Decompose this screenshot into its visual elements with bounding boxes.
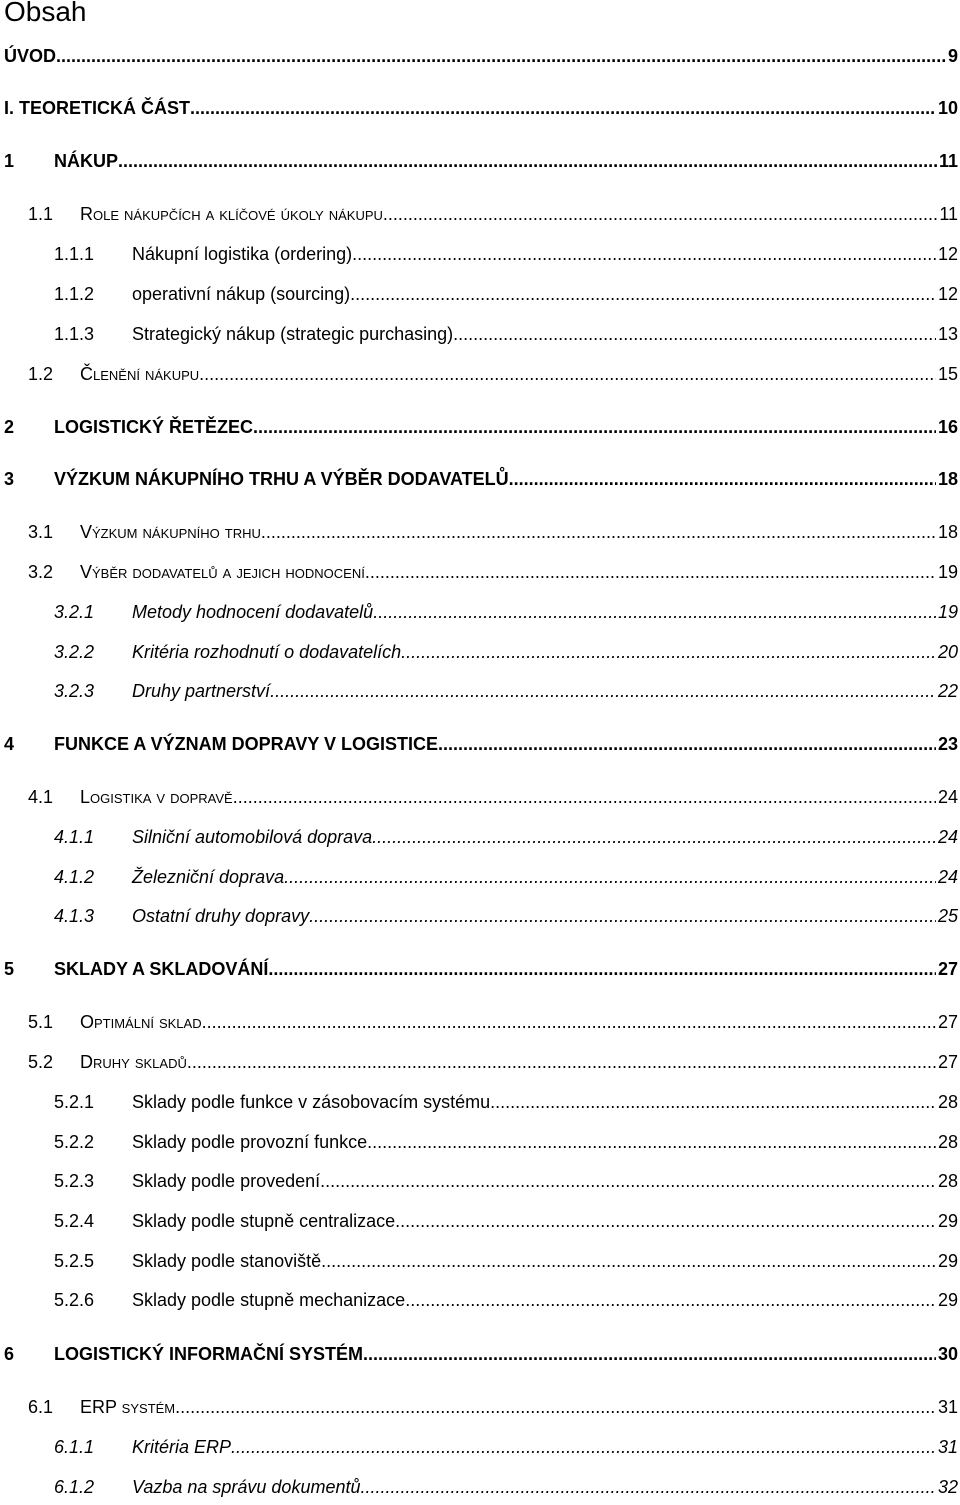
toc-entry-title: Železniční doprava <box>132 867 285 887</box>
toc-entry-page-number: 18 <box>937 469 958 489</box>
toc-entry[interactable] <box>54 1211 958 1239</box>
toc-dot-leader <box>405 1290 936 1311</box>
toc-entry[interactable] <box>54 906 958 934</box>
toc-entry-title: Výběr dodavatelů a jejich hodnocení <box>80 562 365 582</box>
toc-entry[interactable] <box>28 1052 958 1080</box>
toc-entry-number: 6.1.2 <box>54 1477 95 1497</box>
toc-dot-leader <box>253 417 936 438</box>
toc-entry[interactable] <box>54 1437 958 1465</box>
toc-entry-page-number: 27 <box>937 1012 958 1032</box>
toc-entry[interactable] <box>54 681 958 709</box>
toc-entry[interactable] <box>54 1132 958 1160</box>
toc-entry[interactable] <box>4 734 958 762</box>
toc-dot-leader <box>383 204 937 225</box>
toc-entry[interactable] <box>28 562 958 590</box>
toc-entry[interactable] <box>28 1012 958 1040</box>
toc-entry-page-number: 19 <box>937 602 958 622</box>
toc-dot-leader <box>309 906 936 927</box>
toc-entry-page-number: 25 <box>937 906 958 926</box>
toc-entry-page-number: 28 <box>937 1132 958 1152</box>
toc-entry-title: Nákupní logistika (ordering) <box>132 244 353 264</box>
toc-entry-title: SKLADY A SKLADOVÁNÍ <box>54 959 269 979</box>
toc-entry[interactable] <box>54 1251 958 1279</box>
toc-entry[interactable] <box>54 1092 958 1120</box>
toc-entry-page-number: 32 <box>937 1477 958 1497</box>
toc-dot-leader <box>490 1092 936 1113</box>
toc-entry-number: 5.2.5 <box>54 1251 95 1271</box>
toc-entry[interactable] <box>28 204 958 232</box>
toc-entry[interactable] <box>28 787 958 815</box>
toc-entry-page-number: 13 <box>937 324 958 344</box>
toc-dot-leader <box>352 244 936 265</box>
toc-entry-title: Druhy skladů <box>80 1052 187 1072</box>
toc-entry-number: 5.2.3 <box>54 1171 95 1191</box>
toc-entry[interactable] <box>4 46 958 74</box>
toc-entry-title: Výzkum nákupního trhu <box>80 522 261 542</box>
toc-entry-page-number: 20 <box>937 642 958 662</box>
toc-entry-page-number: 31 <box>937 1437 958 1457</box>
toc-entry-title: Sklady podle funkce v zásobovacím systému <box>132 1092 491 1112</box>
toc-entry[interactable] <box>4 151 958 179</box>
toc-entry[interactable] <box>54 827 958 855</box>
toc-dot-leader <box>373 602 936 623</box>
toc-entry[interactable] <box>4 417 958 445</box>
toc-entry-number: 6.1 <box>28 1397 54 1417</box>
toc-entry-page-number: 16 <box>937 417 958 437</box>
toc-entry-title: FUNKCE A VÝZNAM DOPRAVY V LOGISTICE <box>54 734 439 754</box>
toc-entry-page-number: 27 <box>937 1052 958 1072</box>
toc-entry-number: 4.1.3 <box>54 906 95 926</box>
toc-dot-leader <box>360 1477 935 1498</box>
toc-entry-number: 4 <box>4 734 15 754</box>
toc-dot-leader <box>320 1171 936 1192</box>
toc-entry-page-number: 29 <box>937 1251 958 1271</box>
toc-entry-page-number: 24 <box>937 867 958 887</box>
toc-dot-leader <box>202 1012 936 1033</box>
toc-dot-leader <box>438 734 936 755</box>
toc-entry[interactable] <box>54 867 958 895</box>
toc-entry-number: 1 <box>4 151 15 171</box>
toc-entry-number: 3.2 <box>28 562 54 582</box>
toc-entry-title: Strategický nákup (strategic purchasing) <box>132 324 454 344</box>
toc-entry[interactable] <box>54 244 958 272</box>
toc-entry[interactable] <box>54 284 958 312</box>
toc-entry-title: Sklady podle stanoviště <box>132 1251 322 1271</box>
toc-entry-title: Sklady podle provedení <box>132 1171 321 1191</box>
toc-dot-leader <box>261 522 936 543</box>
toc-entry-title: I. TEORETICKÁ ČÁST <box>4 98 191 118</box>
toc-entry-page-number: 23 <box>937 734 958 754</box>
toc-entry-number: 5.2.6 <box>54 1290 95 1310</box>
toc-entry-title: Metody hodnocení dodavatelů <box>132 602 374 622</box>
toc-entry-page-number: 11 <box>939 204 958 224</box>
toc-dot-leader <box>284 867 936 888</box>
toc-entry-number: 5.2.4 <box>54 1211 95 1231</box>
toc-entry-page-number: 24 <box>937 827 958 847</box>
toc-entry-page-number: 29 <box>937 1290 958 1310</box>
toc-entry-page-number: 18 <box>937 522 958 542</box>
toc-entry-title: Sklady podle stupně centralizace <box>132 1211 396 1231</box>
toc-dot-leader <box>350 284 936 305</box>
toc-entry-page-number: 11 <box>938 151 958 171</box>
toc-entry-number: 3.2.1 <box>54 602 95 622</box>
toc-entry-page-number: 10 <box>937 98 958 118</box>
toc-dot-leader <box>270 681 936 702</box>
toc-entry[interactable] <box>54 324 958 352</box>
toc-entry-title: VÝZKUM NÁKUPNÍHO TRHU A VÝBĚR DODAVATELŮ <box>54 469 509 489</box>
toc-entry-title: LOGISTICKÝ INFORMAČNÍ SYSTÉM <box>54 1344 364 1364</box>
toc-entry-page-number: 31 <box>937 1397 958 1417</box>
toc-entry-page-number: 9 <box>947 46 958 66</box>
toc-entry-title: Role nákupčích a klíčové úkoly nákupu <box>80 204 383 224</box>
toc-dot-leader <box>509 469 936 490</box>
toc-entry-page-number: 19 <box>937 562 958 582</box>
toc-entry-number: 1.1.1 <box>54 244 95 264</box>
toc-entry[interactable] <box>28 364 958 392</box>
toc-entry-title: Logistika v dopravě <box>80 787 233 807</box>
toc-entry-number: 3 <box>4 469 15 489</box>
toc-dot-leader <box>118 151 937 172</box>
toc-entry[interactable] <box>28 522 958 550</box>
toc-entry-page-number: 28 <box>937 1171 958 1191</box>
toc-entry-page-number: 29 <box>937 1211 958 1231</box>
toc-entry[interactable] <box>54 1477 958 1505</box>
toc-entry-page-number: 30 <box>937 1344 958 1364</box>
toc-dot-leader <box>190 98 936 119</box>
toc-entry-number: 1.1.2 <box>54 284 95 304</box>
toc-entry-number: 5.2.2 <box>54 1132 95 1152</box>
toc-entry-number: 6 <box>4 1344 15 1364</box>
toc-entry-number: 3.2.3 <box>54 681 95 701</box>
toc-dot-leader <box>233 787 936 808</box>
toc-entry-title: Sklady podle stupně mechanizace <box>132 1290 406 1310</box>
toc-entry-number: 1.1 <box>28 204 54 224</box>
toc-dot-leader <box>372 827 936 848</box>
toc-entry-title: Členění nákupu <box>80 364 200 384</box>
toc-dot-leader <box>365 562 936 583</box>
toc-entry[interactable] <box>28 1397 958 1425</box>
toc-entry-title: Druhy partnerství <box>132 681 271 701</box>
toc-dot-leader <box>56 46 946 67</box>
toc-entry-number: 1.1.3 <box>54 324 95 344</box>
toc-entry-number: 1.2 <box>28 364 54 384</box>
toc-entry[interactable] <box>4 98 958 126</box>
toc-entry-number: 3.2.2 <box>54 642 95 662</box>
toc-entry[interactable] <box>54 1290 958 1318</box>
toc-entry[interactable] <box>4 469 958 497</box>
toc-entry-number: 5.2.1 <box>54 1092 95 1112</box>
toc-entry-number: 5.1 <box>28 1012 54 1032</box>
toc-entry-number: 5.2 <box>28 1052 54 1072</box>
toc-entry-title: Optimální sklad <box>80 1012 202 1032</box>
toc-entry-page-number: 15 <box>937 364 958 384</box>
toc-dot-leader <box>175 1397 936 1418</box>
toc-dot-leader <box>453 324 936 345</box>
toc-dot-leader <box>321 1251 936 1272</box>
toc-entry-number: 3.1 <box>28 522 54 542</box>
toc-entry-page-number: 12 <box>937 244 958 264</box>
toc-entry-title: Kritéria rozhodnutí o dodavatelích <box>132 642 402 662</box>
toc-entry-title: Vazba na správu dokumentů <box>132 1477 361 1497</box>
toc-entry-number: 4.1 <box>28 787 54 807</box>
toc-dot-leader <box>401 642 936 663</box>
toc-entry-page-number: 12 <box>937 284 958 304</box>
toc-entry-page-number: 22 <box>937 681 958 701</box>
toc-entry-title: Ostatní druhy dopravy <box>132 906 310 926</box>
toc-entry-title: Kritéria ERP <box>132 1437 232 1457</box>
toc-entry-title: ÚVOD <box>4 46 57 66</box>
toc-entry-title: operativní nákup (sourcing) <box>132 284 351 304</box>
toc-entry[interactable] <box>4 959 958 987</box>
toc-entry-number: 2 <box>4 417 15 437</box>
toc-dot-leader <box>199 364 936 385</box>
toc-dot-leader <box>367 1132 936 1153</box>
toc-entry-title: Sklady podle provozní funkce <box>132 1132 368 1152</box>
toc-entry-number: 6.1.1 <box>54 1437 95 1457</box>
toc-dot-leader <box>395 1211 936 1232</box>
toc-entry-number: 5 <box>4 959 15 979</box>
toc-entry-title: LOGISTICKÝ ŘETĚZEC <box>54 417 254 437</box>
toc-dot-leader <box>363 1344 936 1365</box>
toc-entry[interactable] <box>54 1171 958 1199</box>
toc-entry-number: 4.1.1 <box>54 827 95 847</box>
toc-entry-title: Silniční automobilová doprava <box>132 827 373 847</box>
toc-entry-page-number: 27 <box>937 959 958 979</box>
toc-entry-number: 4.1.2 <box>54 867 95 887</box>
toc-entry-page-number: 28 <box>937 1092 958 1112</box>
toc-dot-leader <box>187 1052 936 1073</box>
toc-entry[interactable] <box>4 1344 958 1372</box>
toc-dot-leader <box>231 1437 936 1458</box>
toc-dot-leader <box>268 959 936 980</box>
page-title: Obsah <box>4 0 87 27</box>
toc-entry[interactable] <box>54 602 958 630</box>
toc-entry[interactable] <box>54 642 958 670</box>
toc-entry-title: NÁKUP <box>54 151 119 171</box>
toc-entry-page-number: 24 <box>937 787 958 807</box>
toc-entry-title: ERP systém <box>80 1397 176 1417</box>
